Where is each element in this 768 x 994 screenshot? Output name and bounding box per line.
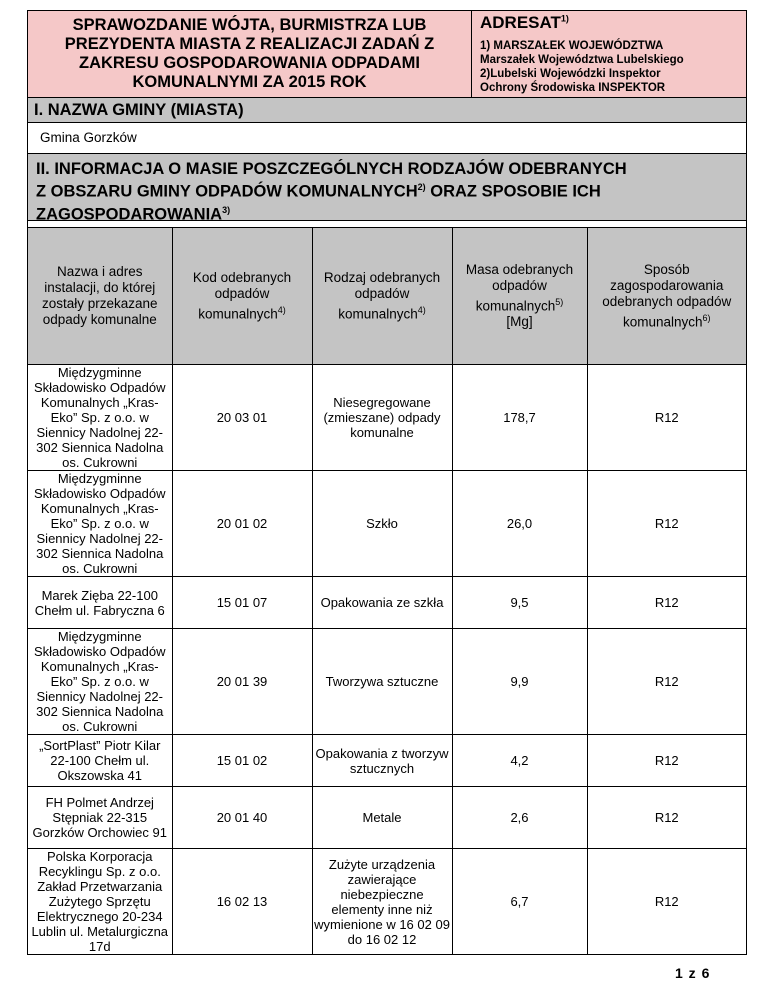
table-row — [28, 735, 746, 787]
adresat-line: 1) MARSZAŁEK WOJEWÓDZTWA — [480, 40, 664, 52]
cell-type: Niesegregowane (zmieszane) odpady komunalne — [312, 365, 452, 471]
footnote-ref: 1) — [560, 13, 569, 24]
title-line: PREZYDENTA MIASTA Z REALIZACJI ZADAŃ Z — [64, 35, 435, 53]
cell-method: R12 — [587, 471, 746, 577]
cell-type: Tworzywa sztuczne — [312, 629, 452, 735]
cell-mass: 9,5 — [452, 577, 587, 629]
header-mass: Masa odebranych odpadów komunalnych$^{5)}$ [Mg] — [452, 228, 587, 365]
header-installation: Nazwa i adres instalacji, do której zostały przekazane odpady komunalne — [28, 228, 172, 365]
cell-code: 20 01 40 — [172, 787, 312, 849]
cell-installation: Międzygminne Składowisko Odpadów Komunalnych „Kras-Eko” Sp. z o.o. w Siennicy Nadolnej 22-302 Siennica Nadolna os. Cukrowni — [28, 471, 172, 577]
cell-mass: 26,0 — [452, 471, 587, 577]
title-line: ZAKRESU GOSPODAROWANIA ODPADAMI — [78, 54, 420, 72]
cell-installation: Międzygminne Składowisko Odpadów Komunalnych „Kras-Eko” Sp. z o.o. w Siennicy Nadolnej 22-302 Siennica Nadolna os. Cukrowni — [28, 629, 172, 735]
footnote-ref: 3) — [222, 204, 231, 215]
cell-code: 16 02 13 — [172, 849, 312, 955]
section2-heading: II. INFORMACJA O MASIE POSZCZEGÓLNYCH RODZAJÓW ODEBRANYCH Z OBSZARU GMINY ODPADÓW KOMUNALNYCH$^{2)}$ ORAZ SPOSOBIE ICH ZAGOSPODAROWANIA$^{3)}$ — [28, 154, 746, 221]
cell-method: R12 — [587, 849, 746, 955]
cell-installation: FH Polmet Andrzej Stępniak 22-315 Gorzków Orchowiec 91 — [28, 787, 172, 849]
header-block — [28, 11, 746, 98]
cell-method: R12 — [587, 365, 746, 471]
table-row — [28, 849, 746, 955]
table-row — [28, 577, 746, 629]
cell-method: R12 — [587, 629, 746, 735]
cell-code: 20 01 39 — [172, 629, 312, 735]
cell-method: R12 — [587, 577, 746, 629]
table-header-row — [28, 228, 746, 365]
cell-mass: 9,9 — [452, 629, 587, 735]
cell-method: R12 — [587, 735, 746, 787]
table-row — [28, 471, 746, 577]
table-row — [28, 787, 746, 849]
header-type: Rodzaj odebranych odpadów komunalnych$^{4)}$ — [312, 228, 452, 365]
cell-code: 20 01 02 — [172, 471, 312, 577]
header-method: Sposób zagospodarowania odebranych odpadów komunalnych$^{6)}$ — [587, 228, 746, 365]
header-code: Kod odebranych odpadów komunalnych$^{4)}$ — [172, 228, 312, 365]
adresat-line: Ochrony Środowiska INSPEKTOR — [480, 82, 666, 94]
cell-installation: Polska Korporacja Recyklingu Sp. z o.o. Zakład Przetwarzania Zużytego Sprzętu Elektrycznego 20-234 Lublin ul. Metalurgiczna 17d — [28, 849, 172, 955]
cell-mass: 2,6 — [452, 787, 587, 849]
footnote-ref: 2) — [417, 182, 426, 192]
report-form — [27, 10, 747, 955]
cell-code: 20 03 01 — [172, 365, 312, 471]
gmina-name: Gmina Gorzków — [28, 123, 746, 154]
cell-type: Opakowania ze szkła — [312, 577, 452, 629]
table-row — [28, 365, 746, 471]
page-number: 1 z 6 — [675, 965, 711, 981]
cell-code: 15 01 07 — [172, 577, 312, 629]
cell-type: Metale — [312, 787, 452, 849]
cell-type: Zużyte urządzenia zawierające niebezpieczne elementy inne niż wymienione w 16 02 09 do 16 02 12 — [312, 849, 452, 955]
cell-code: 15 01 02 — [172, 735, 312, 787]
title-line: SPRAWOZDANIE WÓJTA, BURMISTRZA LUB — [72, 16, 427, 34]
cell-type: Opakowania z tworzyw sztucznych — [312, 735, 452, 787]
adresat-title: ADRESAT$^{1)}$ — [480, 13, 569, 32]
table-row — [28, 629, 746, 735]
cell-installation: Międzygminne Składowisko Odpadów Komunalnych „Kras-Eko” Sp. z o.o. w Siennicy Nadolnej 22-302 Siennica Nadolna os. Cukrowni — [28, 365, 172, 471]
cell-mass: 4,2 — [452, 735, 587, 787]
cell-type: Szkło — [312, 471, 452, 577]
waste-table — [28, 228, 746, 954]
cell-mass: 6,7 — [452, 849, 587, 955]
adresat-block — [472, 11, 746, 97]
section1-heading: I. NAZWA GMINY (MIASTA) — [28, 98, 746, 123]
adresat-line: Marszałek Województwa Lubelskiego — [480, 54, 684, 66]
cell-method: R12 — [587, 787, 746, 849]
title-line: KOMUNALNYMI ZA 2015 ROK — [132, 73, 367, 91]
cell-mass: 178,7 — [452, 365, 587, 471]
adresat-line: 2)Lubelski Wojewódzki Inspektor — [480, 68, 661, 80]
cell-installation: „SortPlast” Piotr Kilar 22-100 Chełm ul. Okszowska 41 — [28, 735, 172, 787]
cell-installation: Marek Zięba 22-100 Chełm ul. Fabryczna 6 — [28, 577, 172, 629]
report-title — [28, 11, 472, 97]
